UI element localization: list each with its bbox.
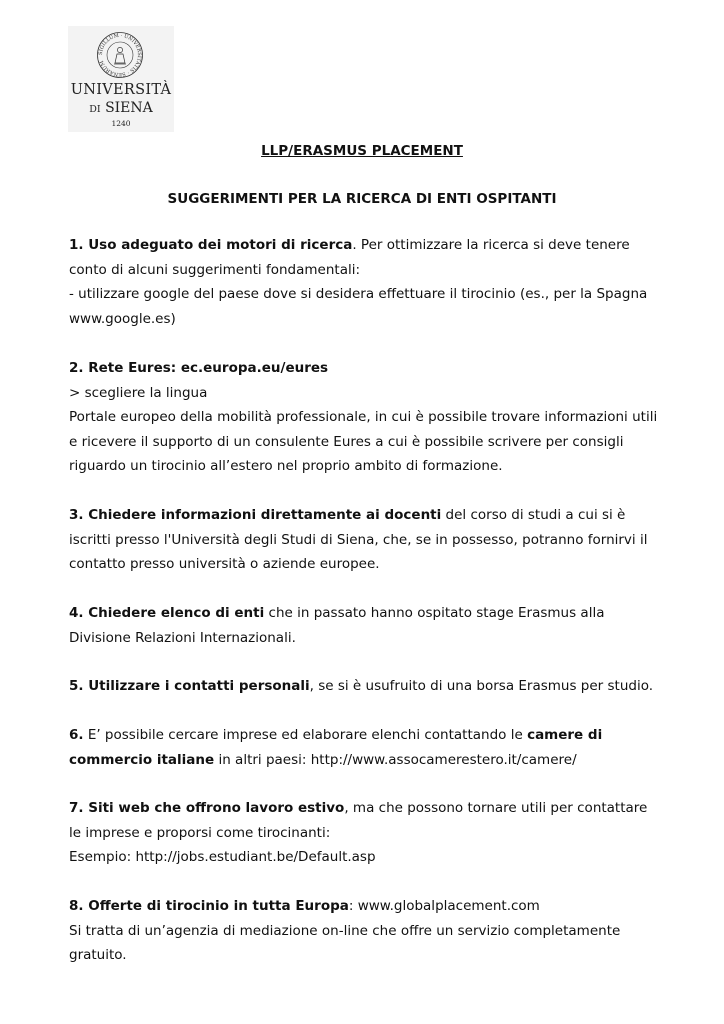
section-4-line-1 xyxy=(69,601,669,626)
section-1-text: . Per ottimizzare la ricerca si deve tenere xyxy=(352,237,630,253)
section-ask-teachers xyxy=(69,503,669,577)
section-4-line-2: Divisione Relazioni Internazionali. xyxy=(69,629,296,646)
section-7-line-3: Esempio: http://jobs.estudiant.be/Default.asp xyxy=(69,849,376,865)
section-3-line-3: contatto presso università o aziende europee. xyxy=(69,556,380,572)
section-1-heading: 1. Uso adeguato dei motori di ricerca xyxy=(69,237,353,253)
section-8-line-3: gratuito. xyxy=(69,947,127,963)
section-1-line-3: - utilizzare google del paese dove si desidera effettuare il tirocinio (es., per la Spagna xyxy=(69,286,648,302)
svg-text:SIGILLUM · UNIVERSITATIS · SEN xyxy=(98,33,142,77)
section-2-heading: 2. Rete Eures: ec.europa.eu/eures xyxy=(69,360,329,376)
section-3-text: del corso di studi a cui si è xyxy=(441,507,626,523)
section-search-engines xyxy=(69,233,669,331)
section-6-line-2 xyxy=(69,748,669,773)
section-7-line-1 xyxy=(69,796,669,821)
logo-siena: SIENA xyxy=(105,100,153,116)
logo-di-siena xyxy=(68,100,174,116)
section-1-line-1 xyxy=(69,233,669,258)
logo-universita: UNIVERSITÀ xyxy=(70,82,172,98)
section-ask-list xyxy=(69,601,669,650)
section-3-line-2: iscritti presso l'Università degli Studi di Siena, che, se in possesso, potranno fornirvi il xyxy=(69,531,648,548)
section-internship-offers xyxy=(69,894,669,968)
section-7-heading: 7. Siti web che offrono lavoro estivo xyxy=(69,800,345,816)
section-3-heading: 3. Chiedere informazioni direttamente ai docenti xyxy=(69,507,442,523)
section-6-number: 6. xyxy=(69,727,84,743)
section-6-bold-2: commercio italiane xyxy=(69,751,215,768)
section-4-text: che in passato hanno ospitato stage Erasmus alla xyxy=(264,605,605,621)
section-8-heading: 8. Offerte di tirocinio in tutta Europa xyxy=(69,898,349,914)
section-2-line-2: Portale europeo della mobilità professionale, in cui è possibile trovare informazioni utili xyxy=(69,409,658,425)
section-personal-contacts xyxy=(69,674,669,699)
section-summer-jobs xyxy=(69,796,669,870)
document-subtitle: SUGGERIMENTI PER LA RICERCA DI ENTI OSPITANTI xyxy=(167,191,557,207)
university-logo xyxy=(68,26,174,132)
section-2-line-3: e ricevere il supporto di un consulente Eures a cui è possibile scrivere per consigli xyxy=(69,433,624,450)
section-8-line-1 xyxy=(69,894,669,919)
university-seal-icon xyxy=(96,31,144,79)
document-title: LLP/ERASMUS PLACEMENT xyxy=(261,143,463,159)
section-6-bold-1: camere di xyxy=(527,727,603,743)
section-chambers-of-commerce xyxy=(69,723,669,772)
section-1-line-4: www.google.es) xyxy=(69,310,176,327)
seal-text: SIGILLUM · UNIVERSITATIS · SENARUM xyxy=(97,32,143,78)
section-2-line-1: > scegliere la lingua xyxy=(69,384,208,401)
logo-di: DI xyxy=(89,104,101,115)
section-7-text: , ma che possono tornare utili per contattare xyxy=(344,800,648,816)
section-2-line-4: riguardo un tirocinio all’estero nel proprio ambito di formazione. xyxy=(69,458,503,474)
section-5-text: , se si è usufruito di una borsa Erasmus per studio. xyxy=(309,678,654,694)
section-3-line-1 xyxy=(69,503,669,528)
section-7-line-2: le imprese e proporsi come tirocinanti: xyxy=(69,824,331,841)
section-8-line-2: Si tratta di un’agenzia di mediazione on-line che offre un servizio completamente xyxy=(69,922,621,939)
section-6-link-text: in altri paesi: http://www.assocamerestero.it/camere/ xyxy=(214,751,577,768)
section-4-heading: 4. Chiedere elenco di enti xyxy=(69,605,265,621)
section-5-line-1 xyxy=(69,674,669,699)
section-6-text: E’ possibile cercare imprese ed elaborare elenchi contattando le xyxy=(83,727,528,743)
logo-year: 1240 xyxy=(111,119,131,128)
section-5-heading: 5. Utilizzare i contatti personali xyxy=(69,678,310,694)
section-1-line-2: conto di alcuni suggerimenti fondamentali: xyxy=(69,261,361,278)
section-6-line-1 xyxy=(69,723,669,748)
section-eures xyxy=(69,356,669,479)
section-8-text: : www.globalplacement.com xyxy=(348,898,540,914)
